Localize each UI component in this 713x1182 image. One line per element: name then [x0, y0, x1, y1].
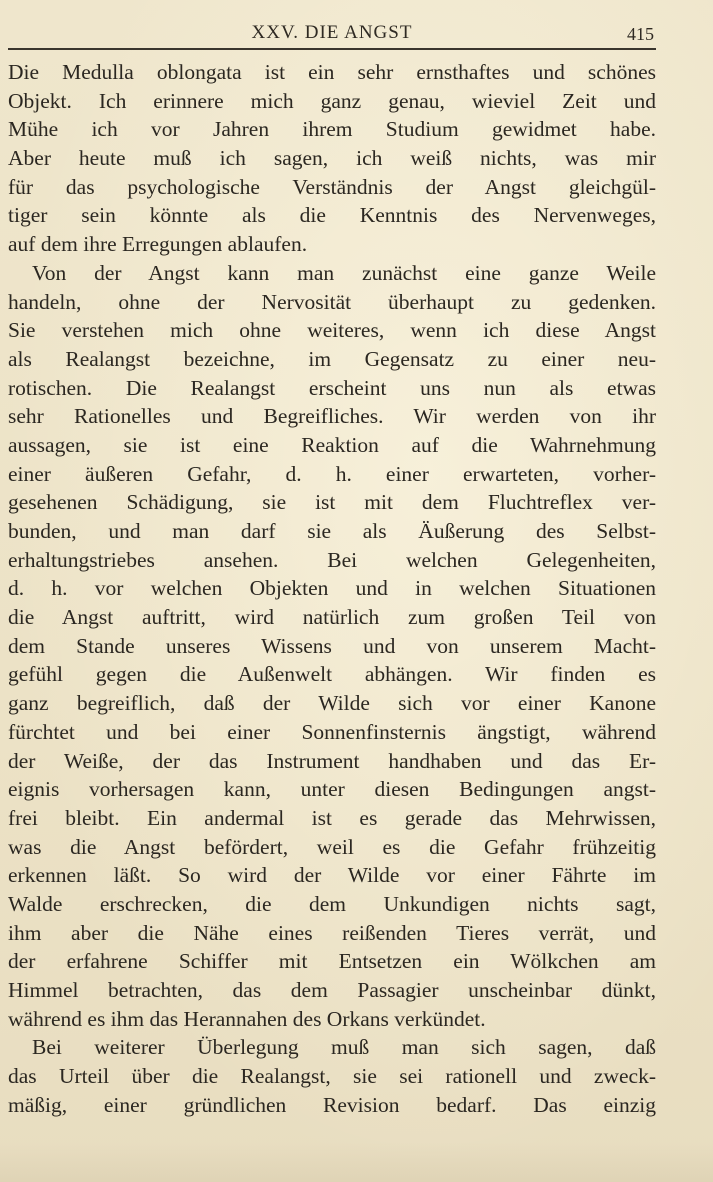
text-line: Die Medulla oblongata ist ein sehr ernsthaftes und schönes [8, 60, 656, 84]
text-line: Walde erschrecken, die dem Unkundigen nichts sagt, [8, 891, 656, 916]
body-text [8, 58, 656, 1119]
paragraph-start-line: Von der Angst kann man zunächst eine ganze Weile [32, 260, 656, 285]
text-line: ihm aber die Nähe eines reißenden Tieres verrät, und [8, 920, 656, 945]
text-line: die Angst auftritt, wird natürlich zum großen Teil von [8, 605, 656, 630]
text-line: der erfahrene Schiffer mit Entsetzen ein Wölkchen am [8, 949, 656, 974]
text-line: d. h. vor welchen Objekten und in welchen Situationen [8, 576, 656, 601]
text-line: eignis vorhersagen kann, unter diesen Bedingungen angst- [8, 777, 656, 802]
running-head: XXV. DIE ANGST [251, 22, 413, 43]
text-line: mäßig, einer gründlichen Revision bedarf. Das einzig [8, 1092, 656, 1117]
text-line: Mühe ich vor Jahren ihrem Studium gewidmet habe. [8, 117, 656, 142]
text-line: der Weiße, der das Instrument handhaben und das Er- [8, 748, 656, 773]
paragraph-start-line: Bei weiterer Überlegung muß man sich sagen, daß [32, 1035, 656, 1060]
text-line: handeln, ohne der Nervosität überhaupt zu gedenken. [8, 289, 656, 314]
text-line: einer äußeren Gefahr, d. h. einer erwarteten, vorher- [8, 461, 656, 486]
text-line: Objekt. Ich erinnere mich ganz genau, wieviel Zeit und [8, 88, 656, 113]
text-line: Himmel betrachten, das dem Passagier unscheinbar dünkt, [8, 978, 656, 1002]
page-header [8, 18, 656, 50]
text-line: als Realangst bezeichne, im Gegensatz zu einer neu- [8, 346, 656, 371]
text-line: erkennen läßt. So wird der Wilde vor einer Fährte im [8, 863, 656, 888]
text-line: tiger sein könnte als die Kenntnis des Nervenweges, [8, 203, 656, 228]
text-line: erhaltungstriebes ansehen. Bei welchen Gelegenheiten, [8, 547, 656, 572]
text-line: was die Angst befördert, weil es die Gefahr frühzeitig [8, 834, 656, 859]
page-bottom-shading [0, 1142, 713, 1182]
text-line: sehr Rationelles und Begreifliches. Wir werden von ihr [8, 404, 656, 429]
page-number: 415 [627, 24, 654, 44]
text-line: für das psychologische Verständnis der Angst gleichgül- [8, 174, 656, 199]
text-line: auf dem ihre Erregungen ablaufen. [8, 232, 308, 257]
text-line: gesehenen Schädigung, sie ist mit dem Fluchtreflex ver- [8, 490, 656, 515]
text-line: ganz begreiflich, daß der Wilde sich vor einer Kanone [8, 691, 656, 716]
text-line: dem Stande unseres Wissens und von unserem Macht- [8, 633, 656, 658]
text-line: gefühl gegen die Außenwelt abhängen. Wir finden es [8, 662, 656, 687]
text-line: Aber heute muß ich sagen, ich weiß nichts, was mir [8, 146, 656, 171]
text-line: das Urteil über die Realangst, sie sei rationell und zweck- [8, 1064, 656, 1089]
text-line: Sie verstehen mich ohne weiteres, wenn ich diese Angst [8, 318, 656, 343]
text-line: frei bleibt. Ein andermal ist es gerade das Mehrwissen, [8, 805, 656, 830]
text-line: aussagen, sie ist eine Reaktion auf die Wahrnehmung [8, 432, 656, 457]
text-line: fürchtet und bei einer Sonnenfinsternis ängstigt, während [8, 719, 656, 744]
text-line: rotischen. Die Realangst erscheint uns nun als etwas [8, 375, 656, 400]
text-line: bunden, und man darf sie als Äußerung des Selbst- [8, 519, 656, 543]
text-line: während es ihm das Herannahen des Orkans verkündet. [8, 1006, 486, 1031]
